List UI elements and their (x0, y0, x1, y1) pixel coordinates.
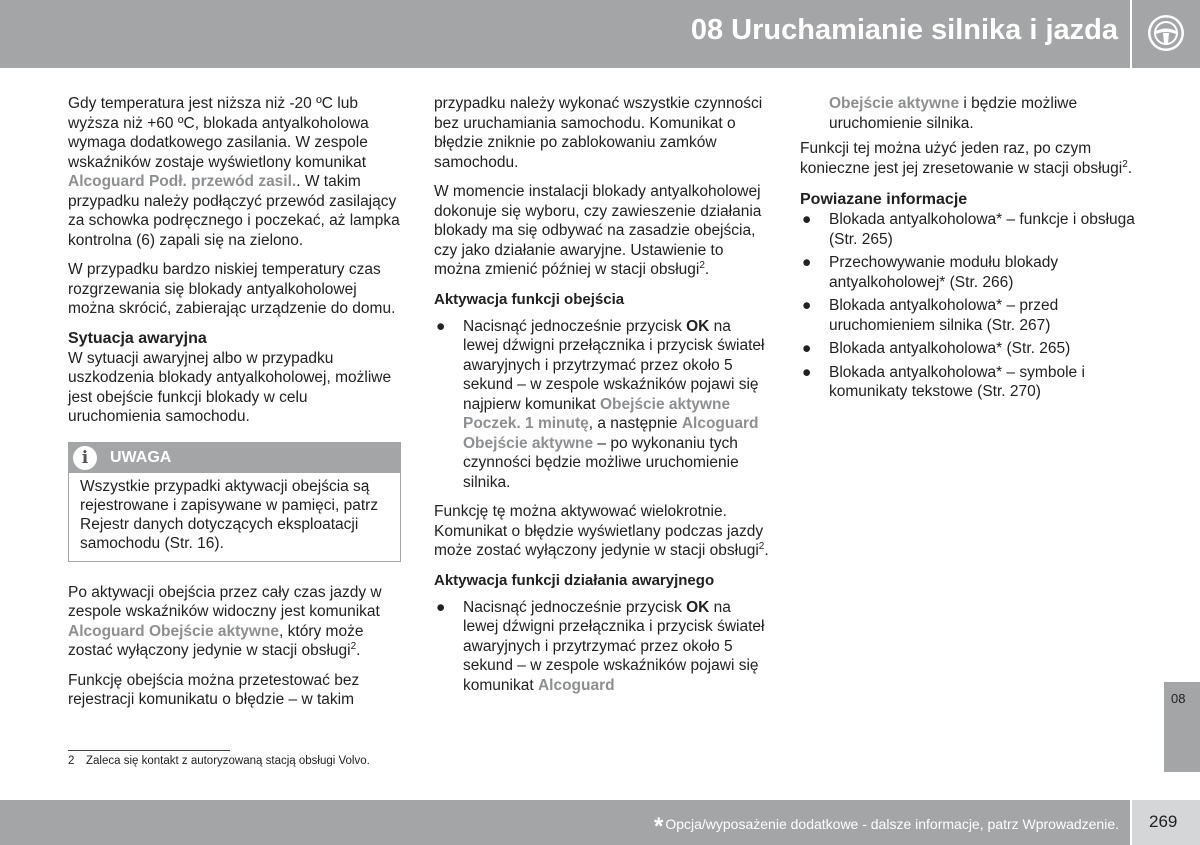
column-1 (68, 94, 403, 720)
list-item: ● Nacisnąć jednocześnie przycisk OK na lewej dźwigni przełącznika i przycisk świateł awaryjnych i przytrzymać przez około 5 sekund – w zespole wskaźników pojawi się najpierw komunikat Obejście aktywne Poczek. 1 minutę, a następnie Alcoguard Obejście aktywne – po wykonaniu tych czynności będzie możliwe uruchomienie silnika. (436, 317, 765, 491)
related-link[interactable]: ● Przechowywanie modułu blokady antyalkoholowej* (Str. 266) (802, 254, 1059, 291)
bullet-icon: ● (802, 340, 812, 357)
bullet-icon: ● (802, 297, 812, 314)
button-name: OK (686, 317, 710, 335)
related-link[interactable]: ● Blokada antyalkoholowa* – przed uruchomieniem silnika (Str. 267) (802, 297, 1059, 334)
page-number-box (1132, 800, 1200, 845)
subsection-heading: Aktywacja funkcji działania awaryjnego (434, 571, 715, 589)
bullet-icon: ● (436, 317, 446, 335)
paragraph: przypadku należy wykonać wszystkie czynności bez uruchamiania samochodu. Komunikat o błędzie zniknie po zablokowaniu zamków samochodu. (434, 95, 763, 171)
paragraph: Po aktywacji obejścia przez cały czas jazdy w zespole wskaźników widoczny jest komunikat Alcoguard Obejście aktywne, który może zostać wyłączony jedynie w stacji obsługi$^2$. (68, 583, 382, 659)
paragraph: Gdy temperatura jest niższa niż -20 ºC lub wyższa niż +60 ºC, blokada antyalkoholowa wymaga dodatkowego zasilania. W zespole wskaźników zostaje wyświetlony komunikat Alcoguard Podł. przewód zasil.. W takim przypadku należy podłączyć przewód zasilający za schowka podręcznego i poczekać, aż lampka kontrolna (6) zapali się na zielono. (68, 95, 400, 249)
footer-bar (0, 800, 1130, 845)
footnote-divider (68, 750, 230, 751)
display-message: Alcoguard (537, 676, 615, 694)
header-bar (0, 0, 1130, 68)
note-header (69, 443, 400, 473)
footnote-text: Zaleca się kontakt z autoryzowaną stacją obsługi Volvo. (86, 755, 370, 767)
note-body: Wszystkie przypadki aktywacji obejścia są rejestrowane i zapisywane w pamięci, patrz Rejestr danych dotyczących eksploatacji samochodu (Str. 16). (80, 477, 379, 552)
chapter-tab[interactable] (1164, 682, 1200, 772)
footnote-ref: 2 (699, 260, 705, 271)
display-message: Alcoguard Obejście aktywne (463, 415, 759, 452)
display-message: Alcoguard Obejście aktywne (68, 622, 280, 640)
bullet-icon: ● (802, 254, 812, 271)
display-message: Alcoguard Podł. przewód zasil. (68, 173, 297, 190)
bullet-icon: ● (802, 363, 812, 381)
column-2 (434, 94, 769, 705)
footnote-ref: 2 (1122, 158, 1128, 170)
chapter-tab-label: 08 (1171, 691, 1186, 706)
asterisk-icon: * (653, 813, 664, 840)
section-heading: Sytuacja awaryjna (68, 329, 207, 347)
section-heading: Powiazane informacje (800, 191, 968, 208)
column-3 (800, 94, 1140, 412)
chapter-icon-box (1132, 0, 1200, 68)
page-number: 269 (1149, 812, 1178, 831)
steering-wheel-icon (1146, 13, 1186, 53)
related-link[interactable]: ● Blokada antyalkoholowa* – symbole i komunikaty tekstowe (Str. 270) (802, 363, 1085, 400)
bullet-list (434, 598, 769, 696)
footnote-ref: 2 (350, 641, 357, 652)
bullet-list (434, 317, 769, 493)
subsection-heading: Aktywacja funkcji obejścia (434, 290, 625, 308)
bullet-icon: ● (802, 211, 812, 228)
list-item: ● Nacisnąć jednocześnie przycisk OK na lewej dźwigni przełącznika i przycisk świateł awaryjnych i przytrzymać przez około 5 sekund – w zespole wskaźników pojawi się komunikat Alcoguard (436, 598, 765, 694)
note-title: UWAGA (110, 448, 172, 466)
note-box (68, 442, 401, 562)
related-links-list (800, 210, 1140, 402)
chapter-title: 08 Uruchamianie silnika i jazda (690, 14, 1118, 46)
display-message: Obejście aktywne (829, 95, 960, 112)
paragraph: Funkcji tej można użyć jeden raz, po czym konieczne jest jej zresetowanie w stacji obsługi$^2$. (800, 140, 1133, 177)
button-name: OK (686, 598, 710, 616)
related-link[interactable]: ● Blokada antyalkoholowa* (Str. 265) (802, 340, 1071, 357)
related-link[interactable]: ● Blokada antyalkoholowa* – funkcje i obsługa (Str. 265) (802, 211, 1135, 248)
footnote-number: 2 (68, 755, 75, 767)
paragraph: W momencie instalacji blokady antyalkoholowej dokonuje się wyboru, czy zawieszenie działania blokady ma się odbywać na zasadzie obejścia, czy jako działanie awaryjne. Ustawienie to można zmienić później w stacji obsługi$^2$. (434, 183, 762, 278)
paragraph: W przypadku bardzo niskiej temperatury czas rozgrzewania się blokady antyalkoholowej można skrócić, zabierając urządzenie do domu. (68, 261, 396, 317)
display-message: Obejście aktywne Poczek. 1 minutę (463, 395, 731, 432)
paragraph: Funkcję obejścia można przetestować bez rejestracji komunikatu o błędzie – w takim (68, 671, 360, 708)
list-continuation: Obejście aktywne i będzie możliwe uruchomienie silnika. (829, 95, 1078, 132)
footnote-ref: 2 (758, 541, 765, 552)
paragraph: W sytuacji awaryjnej albo w przypadku uszkodzenia blokady antyalkoholowej, możliwe jest obejście funkcji blokady w celu uruchomienia samochodu. (68, 349, 392, 425)
paragraph: Funkcję tę można aktywować wielokrotnie. Komunikat o błędzie wyświetlany podczas jazdy może zostać wyłączony jedynie w stacji obsługi$^2$. (434, 503, 769, 559)
footnote (68, 755, 370, 767)
footer-note: * Opcja/wyposażenie dodatkowe - dalsze informacje, patrz Wprowadzenie. (653, 813, 1119, 840)
bullet-icon: ● (436, 598, 446, 616)
info-icon: i (73, 446, 97, 470)
